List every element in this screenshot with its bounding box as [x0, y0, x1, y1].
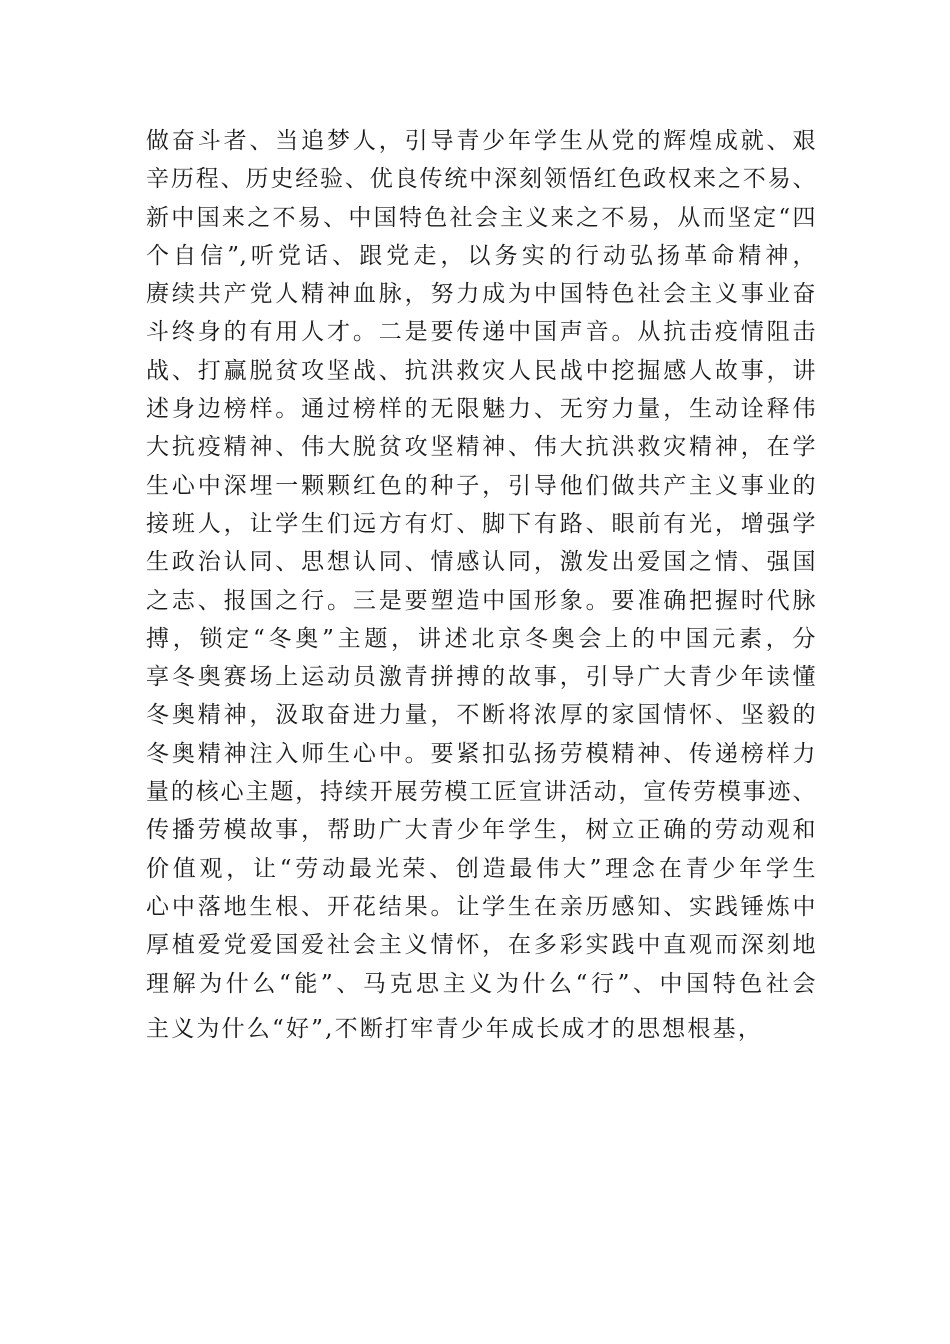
body-paragraph [146, 122, 816, 1048]
text-line: 厚植爱党爱国爱社会主义情怀，在多彩实践中直观而深刻地 [146, 932, 816, 959]
text-line: 理解为什么“能”、马克思主义为什么“行”、中国特色社会 [146, 970, 816, 997]
text-line: 辛历程、历史经验、优良传统中深刻领悟红色政权来之不易、 [146, 166, 816, 193]
text-line: 冬奥精神，汲取奋进力量，不断将浓厚的家国情怀、坚毅的 [146, 702, 816, 729]
text-line: 斗终身的有用人才。二是要传递中国声音。从抗击疫情阻击 [146, 319, 816, 346]
text-line: 战、打赢脱贫攻坚战、抗洪救灾人民战中挖掘感人故事，讲 [146, 357, 816, 384]
text-line: 赓续共产党人精神血脉，努力成为中国特色社会主义事业奋 [146, 281, 816, 308]
text-line: 个自信”,听党话、跟党走，以务实的行动弘扬革命精神， [146, 242, 816, 269]
text-line: 之志、报国之行。三是要塑造中国形象。要准确把握时代脉 [146, 587, 816, 614]
text-line: 量的核心主题，持续开展劳模工匠宣讲活动，宣传劳模事迹、 [146, 779, 816, 806]
text-line: 生心中深埋一颗颗红色的种子，引导他们做共产主义事业的 [146, 472, 816, 499]
text-line: 生政治认同、思想认同、情感认同，激发出爱国之情、强国 [146, 549, 816, 576]
text-line: 述身边榜样。通过榜样的无限魅力、无穷力量，生动诠释伟 [146, 396, 816, 423]
text-line: 搏，锁定“冬奥”主题，讲述北京冬奥会上的中国元素，分 [146, 625, 816, 652]
text-line: 传播劳模故事，帮助广大青少年学生，树立正确的劳动观和 [146, 817, 816, 844]
text-line: 价值观，让“劳动最光荣、创造最伟大”理念在青少年学生 [146, 855, 816, 882]
text-line: 冬奥精神注入师生心中。要紧扣弘扬劳模精神、传递榜样力 [146, 740, 816, 767]
text-line: 心中落地生根、开花结果。让学生在亲历感知、实践锤炼中 [146, 893, 816, 920]
text-line: 大抗疫精神、伟大脱贫攻坚精神、伟大抗洪救灾精神，在学 [146, 434, 816, 461]
text-line: 主义为什么“好”,不断打牢青少年成长成才的思想根基， [146, 1015, 764, 1042]
text-line: 享冬奥赛场上运动员激青拼搏的故事，引导广大青少年读懂 [146, 664, 816, 691]
text-line: 接班人，让学生们远方有灯、脚下有路、眼前有光，增强学 [146, 510, 816, 537]
text-line: 新中国来之不易、中国特色社会主义来之不易，从而坚定“四 [146, 204, 816, 231]
text-line: 做奋斗者、当追梦人，引导青少年学生从党的辉煌成就、艰 [146, 128, 816, 154]
